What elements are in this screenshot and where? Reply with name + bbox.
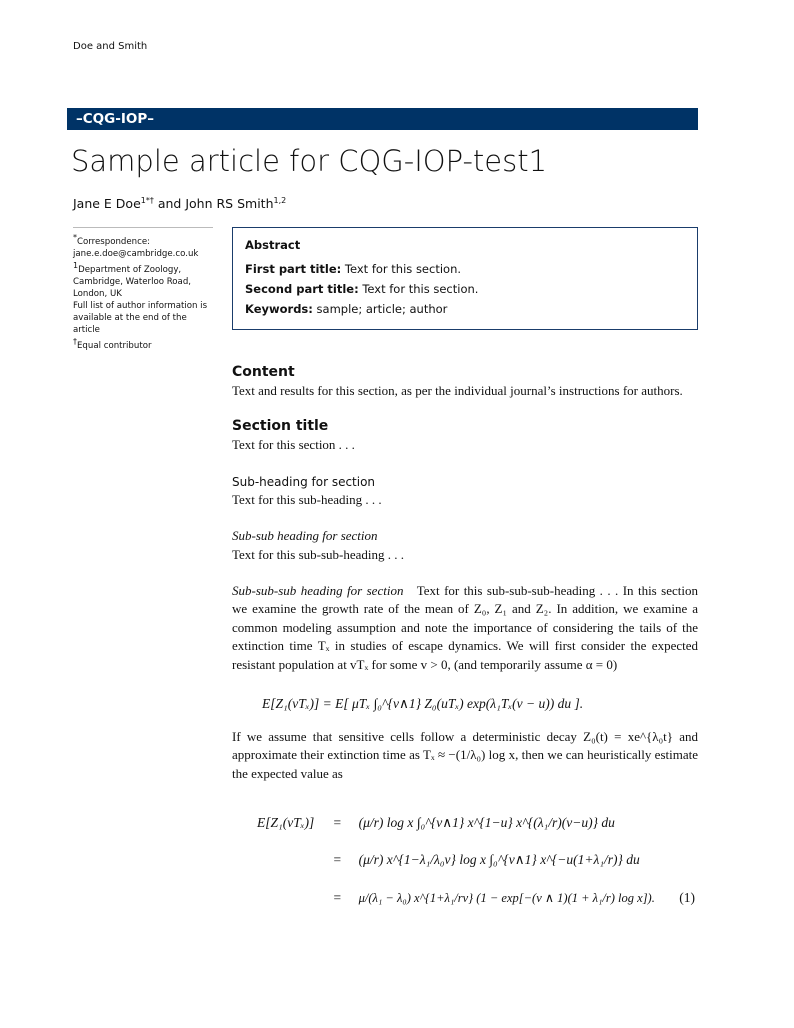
eq-lhs: E[Z₁(vTₓ)] [257, 815, 315, 831]
eq-line: (μ/r) log x ∫₀^{v∧1} x^{1−u} x^{(λ₁/r)(v−u)} du [358, 815, 615, 831]
abstract-box [232, 227, 698, 330]
note-sup: * [73, 233, 77, 242]
note-sup: 1 [73, 260, 79, 270]
eq-sign: = [333, 815, 342, 831]
author-1-affil: 1*† [140, 196, 154, 205]
section-heading: Content [232, 364, 295, 380]
email-link[interactable]: jane.e.doe@cambridge.co.uk [73, 248, 199, 259]
text: Text for this section. [341, 262, 462, 276]
article-title: Sample article for CQG-IOP-test1 [71, 144, 548, 178]
paragraph: Text and results for this section, as per the individual journal’s instructions for authors. [232, 383, 683, 398]
eq-line: (μ/r) x^{1−λ₁/λ₀v} log x ∫₀^{v∧1} x^{−u(1+λ₁/r)} du [358, 852, 640, 868]
paragraph: If we assume that sensitive cells follow a deterministic decay Z₀(t) = xe^{λ₀t} and approximate their extinction time as Tₓ ≈ −(1/λ₀) log x, then we can heuristically estimate the expected value as [232, 729, 698, 781]
subheading: Sub-heading for section [232, 474, 376, 489]
note-sup: † [73, 336, 77, 346]
subsubheading: Sub-sub heading for section [232, 528, 378, 544]
label: First part title: [245, 262, 342, 276]
paragraph-text: Text for this sub-sub-sub-heading . . . In this section we examine the growth rate of the mean of Z₀, Z₁ and Z₂. In addition, we examine a common modeling assumption and note the importance of considering the tails of the extinction time Tₓ in studies of escape dynamics. We will first consider the expected resistant population at vTₓ for some v > 0, (and temporarily assume α = 0) [232, 583, 698, 672]
label: Keywords: [245, 302, 313, 316]
subsubsubheading: Sub-sub-sub heading for section [232, 583, 404, 599]
equation-number: (1) [679, 890, 695, 906]
author-and: and [153, 196, 186, 212]
paragraph: Text for this section . . . [232, 437, 355, 453]
paragraph: Text for this sub-sub-heading . . . [232, 546, 405, 562]
author-2: John RS Smith [185, 196, 274, 212]
author-notes [73, 227, 213, 352]
eq-sign: = [333, 852, 342, 868]
note-affiliation [73, 260, 213, 300]
section-heading: Section title [232, 418, 329, 435]
eq-line: μ/(λ₁ − λ₀) x^{1+λ₁/rv} (1 − exp[−(v ∧ 1)(1 + λ₁/r) log x]). [358, 891, 655, 906]
main-content [232, 364, 698, 917]
author-2-affil: 1,2 [273, 196, 287, 205]
note-text: Full list of author information is available at the end of the article [73, 300, 208, 335]
note-correspondence [73, 232, 213, 248]
author-1: Jane E Doe [73, 196, 141, 212]
abstract-second [245, 282, 685, 296]
note-text: Department of Zoology, Cambridge, Waterloo Road, London, UK [73, 264, 192, 299]
abstract-heading: Abstract [245, 238, 301, 252]
paragraph [232, 582, 698, 674]
note-text: Correspondence: [77, 236, 151, 247]
abstract-first [245, 262, 685, 276]
equation-array [256, 805, 696, 917]
paragraph: Text for this sub-heading . . . [232, 491, 382, 507]
text: Text for this section. [358, 282, 479, 296]
note-text: Equal contributor [77, 340, 152, 351]
note-email[interactable] [73, 248, 213, 260]
authors [73, 196, 286, 211]
note-full-list [73, 300, 213, 336]
label: Second part title: [245, 282, 359, 296]
text: sample; article; author [312, 302, 448, 316]
note-equal [73, 336, 213, 352]
abstract-keywords [245, 302, 685, 316]
eq-sign: = [333, 890, 342, 906]
equation: E[Z₁(vTₓ)] = E[ μTₓ ∫₀^{v∧1} Z₀(uTₓ) exp(λ₁Tₓ(v − u)) du ]. [262, 696, 584, 712]
journal-bar: –CQG-IOP– [67, 108, 698, 130]
running-head: Doe and Smith [73, 41, 148, 52]
